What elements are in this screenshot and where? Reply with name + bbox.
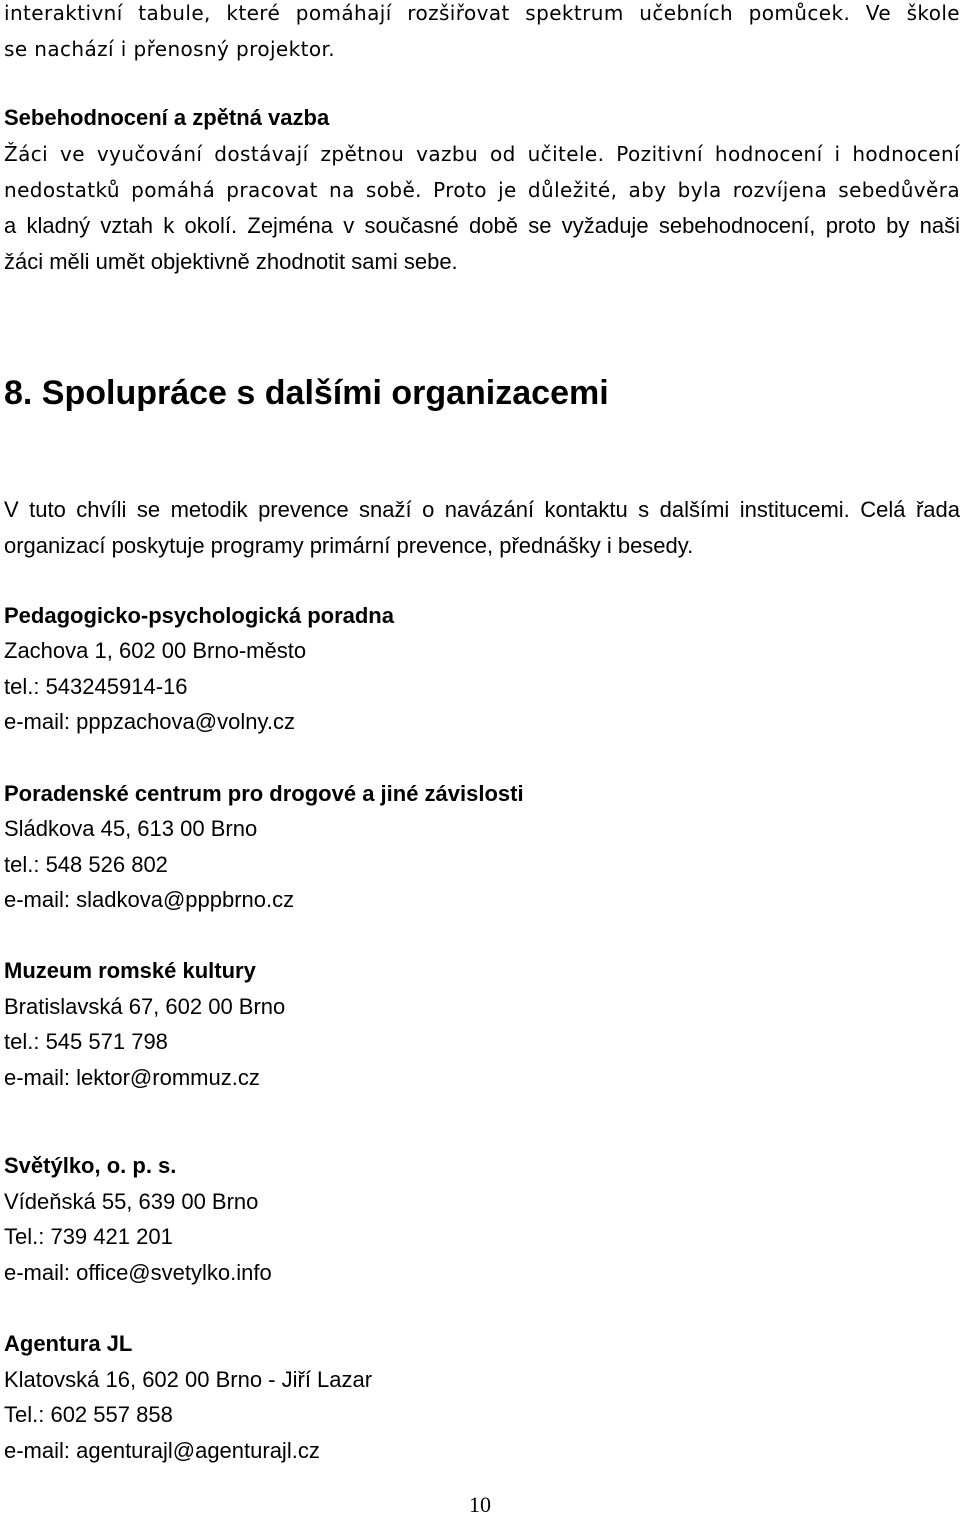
org-phone: Tel.: 739 421 201 bbox=[4, 1224, 173, 1249]
org-email: e-mail: office@svetylko.info bbox=[4, 1260, 272, 1285]
org-name: Poradenské centrum pro drogové a jiné závislosti bbox=[4, 781, 524, 806]
org-address: Klatovská 16, 602 00 Brno - Jiří Lazar bbox=[4, 1367, 373, 1392]
org-phone: tel.: 545 571 798 bbox=[4, 1029, 168, 1054]
org-address: Bratislavská 67, 602 00 Brno bbox=[4, 994, 286, 1019]
section-para-line-1: V tuto chvíli se metodik prevence snaží o navázání kontaktu s dalšími institucemi. Celá řada bbox=[4, 497, 960, 522]
section-heading: 8. Spolupráce s dalšími organizacemi bbox=[4, 374, 609, 412]
section-para-line-2: organizací poskytuje programy primární prevence, přednášky i besedy. bbox=[4, 533, 694, 558]
org-address: Sládkova 45, 613 00 Brno bbox=[4, 816, 258, 841]
org-email: e-mail: pppzachova@volny.cz bbox=[4, 709, 295, 734]
org-name: Muzeum romské kultury bbox=[4, 958, 256, 983]
org-name: Agentura JL bbox=[4, 1331, 133, 1356]
org-email: e-mail: lektor@rommuz.cz bbox=[4, 1065, 260, 1090]
org-email: e-mail: agenturajl@agenturajl.cz bbox=[4, 1438, 320, 1463]
org-address: Zachova 1, 602 00 Brno-město bbox=[4, 638, 307, 663]
self-assessment-title: Sebehodnocení a zpětná vazba bbox=[4, 105, 330, 130]
intro-line-1: interaktivní tabule, které pomáhají rozšiřovat spektrum učebních pomůcek. Ve škole bbox=[4, 1, 960, 25]
org-phone: tel.: 543245914-16 bbox=[4, 674, 188, 699]
self-assessment-line-4: žáci měli umět objektivně zhodnotit sami sebe. bbox=[4, 249, 458, 274]
org-email: e-mail: sladkova@pppbrno.cz bbox=[4, 887, 295, 912]
page-number: 10 bbox=[469, 1492, 491, 1517]
org-address: Vídeňská 55, 639 00 Brno bbox=[4, 1189, 259, 1214]
intro-line-2: se nachází i přenosný projektor. bbox=[4, 37, 336, 61]
org-phone: tel.: 548 526 802 bbox=[4, 852, 168, 877]
org-phone: Tel.: 602 557 858 bbox=[4, 1402, 173, 1427]
self-assessment-line-1: Žáci ve vyučování dostávají zpětnou vazbu od učitele. Pozitivní hodnocení i hodnocení bbox=[4, 142, 960, 166]
self-assessment-line-2: nedostatků pomáhá pracovat na sobě. Proto je důležité, aby byla rozvíjena sebedůvěra bbox=[4, 178, 960, 202]
self-assessment-line-3: a kladný vztah k okolí. Zejména v současné době se vyžaduje sebehodnocení, proto by naši bbox=[4, 213, 960, 238]
org-name: Pedagogicko-psychologická poradna bbox=[4, 603, 394, 628]
org-name: Světýlko, o. p. s. bbox=[4, 1153, 177, 1178]
